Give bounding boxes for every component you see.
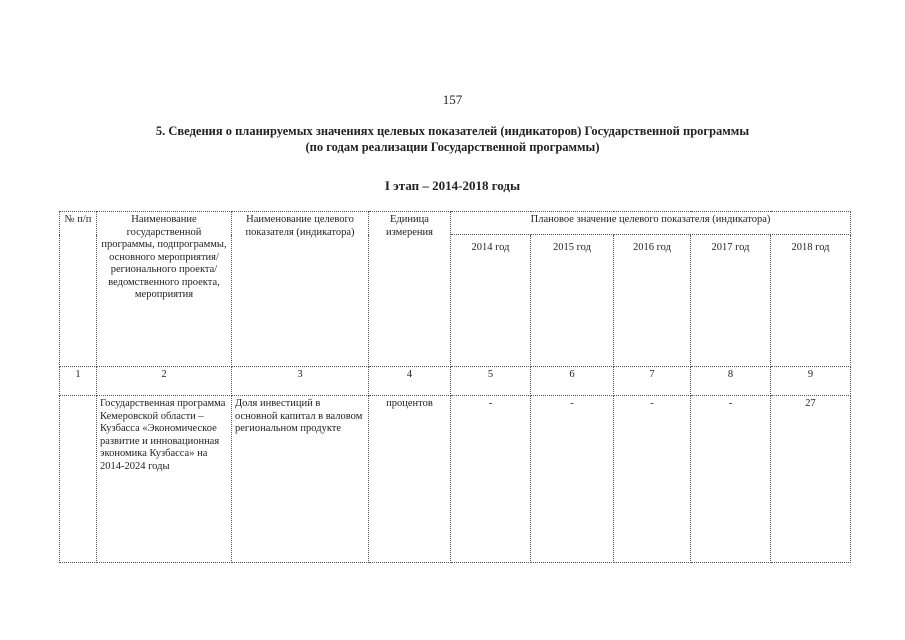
header-year-2017: 2017 год: [691, 235, 771, 367]
header-year-2014: 2014 год: [451, 235, 531, 367]
column-number: 2: [97, 367, 232, 396]
row-value-2018: 27: [771, 396, 851, 563]
column-numbers-row: [60, 367, 851, 396]
header-planned-value: Плановое значение целевого показателя (индикатора): [451, 212, 851, 235]
header-num: № п/п: [60, 212, 97, 367]
column-number: 8: [691, 367, 771, 396]
row-program-name: Государственная программа Кемеровской области – Кузбасса «Экономическое развитие и инновационная экономика Кузбасса» на 2014-2024 годы: [97, 396, 232, 563]
heading-line-1: 5. Сведения о планируемых значениях целевых показателей (индикаторов) Государственной программы: [155, 124, 750, 138]
column-number: 1: [60, 367, 97, 396]
row-indicator-name: Доля инвестиций в основной капитал в валовом региональном продукте: [232, 396, 369, 563]
column-number: 6: [531, 367, 614, 396]
row-num: [60, 396, 97, 563]
header-program: Наименование государственной программы, подпрограммы, основного мероприятия/ регионального проекта/ ведомственного проекта, мероприятия: [97, 212, 232, 367]
column-number: 3: [232, 367, 369, 396]
page-number: 157: [442, 92, 463, 107]
row-value-2016: -: [614, 396, 691, 563]
column-number: 7: [614, 367, 691, 396]
header-year-2016: 2016 год: [614, 235, 691, 367]
column-number: 9: [771, 367, 851, 396]
indicators-table: [59, 211, 851, 563]
row-value-2014: -: [451, 396, 531, 563]
column-number: 4: [369, 367, 451, 396]
column-number: 5: [451, 367, 531, 396]
row-value-2015: -: [531, 396, 614, 563]
header-unit: Единица измерения: [369, 212, 451, 367]
section-heading: [0, 123, 905, 155]
header-row: [60, 212, 851, 235]
table-row: [60, 396, 851, 563]
header-indicator: Наименование целевого показателя (индикатора): [232, 212, 369, 367]
row-unit: процентов: [369, 396, 451, 563]
header-year-2018: 2018 год: [771, 235, 851, 367]
heading-line-2: (по годам реализации Государственной программы): [305, 140, 600, 154]
header-year-2015: 2015 год: [531, 235, 614, 367]
row-value-2017: -: [691, 396, 771, 563]
stage-title: I этап – 2014-2018 годы: [384, 178, 521, 193]
